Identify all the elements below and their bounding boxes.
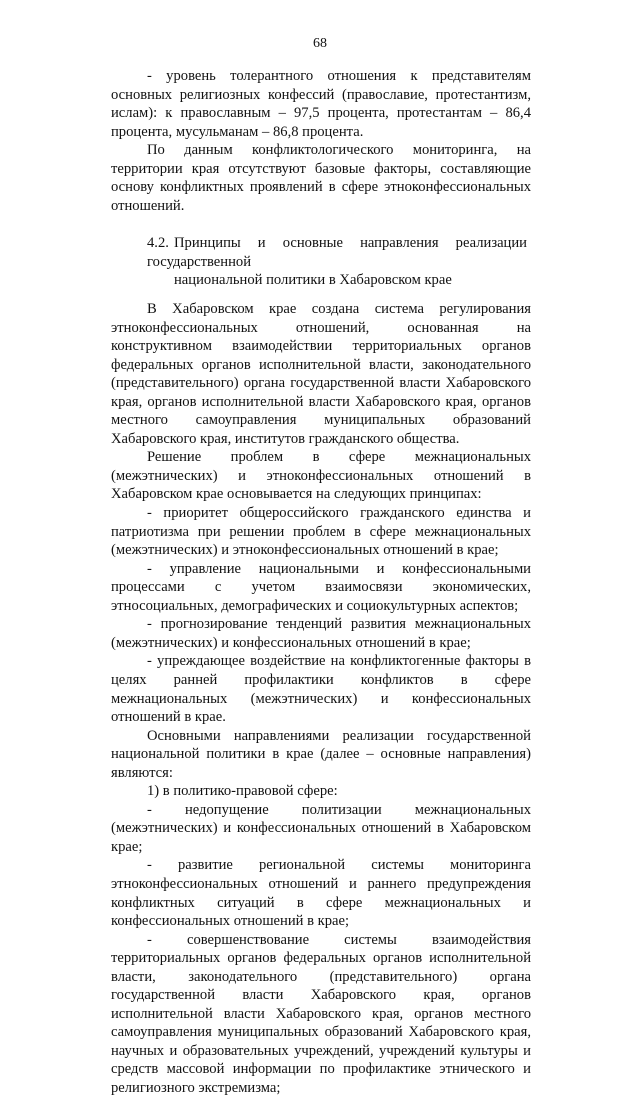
section-number: 4.2. [147,235,169,252]
list-item-principle-prevention: - упреждающее воздействие на конфликтогенные факторы в целях ранней профилактики конфликтов в сфере межнациональных (межэтнических) и конфессиональных отношений в крае. [111,653,531,726]
section-title-part-1: Принципы и основные направления реализации государственной [147,235,527,270]
document-body [111,67,531,1098]
section-heading-line-1 [147,234,527,271]
subheading-political-legal: 1) в политико-правовой сфере: [147,783,338,800]
list-item-principle-management: - управление национальными и конфессиональными процессами с учетом взаимосвязи экономических, этносоциальных, демографических и социокультурных аспектов; [111,560,531,614]
section-heading [111,234,531,290]
list-item-interaction-system: - совершенствование системы взаимодействия территориальных органов федеральных органов исполнительной власти, законодательного (представительного) органа государственной власти Хабаровского края, органов исполнительной власти Хабаровского края, органов местного самоуправления муниципальных образований Хабаровского края, научных и образовательных учреждений, учреждений культуры и средств массовой информации по профилактике этнического и религиозного экстремизма; [111,931,531,1096]
paragraph-principles-intro: Решение проблем в сфере межнациональных (межэтнических) и этноконфессиональных отношений в Хабаровском крае основывается на следующих принципах: [111,449,531,503]
paragraph-monitoring-result: По данным конфликтологического мониторинга, на территории края отсутствуют базовые факторы, составляющие основу конфликтных проявлений в сфере этноконфессиональных отношений. [111,142,531,214]
list-item-no-politicization: - недопущение политизации межнациональных (межэтнических) и конфессиональных отношений в Хабаровском крае; [111,801,531,855]
list-item-principle-forecasting: - прогнозирование тенденций развития межнациональных (межэтнических) и конфессиональных отношений в крае; [111,616,531,651]
paragraph-regulation-system: В Хабаровском крае создана система регулирования этноконфессиональных отношений, основанная на конструктивном взаимодействии территориальных органов федеральных органов исполнительной власти, законодательного (представительного) органа государственной власти Хабаровского края, органов исполнительной власти Хабаровского края, органов местного самоуправления муниципальных образований Хабаровского края, институтов гражданского общества. [111,301,531,447]
section-title-part-2: национальной политики в Хабаровском крае [174,272,452,289]
list-item-monitoring-system: - развитие региональной системы мониторинга этноконфессиональных отношений и раннего предупреждения конфликтных ситуаций в сфере межнациональных и конфессиональных отношений в крае; [111,857,531,930]
paragraph-tolerance-level: - уровень толерантного отношения к представителям основных религиозных конфессий (православие, протестантизм, ислам): к православным – 97,5 процента, протестантам – 86,4 процента, мусульманам – 86,8 процента. [111,68,531,140]
paragraph-directions-intro: Основными направлениями реализации государственной национальной политики в крае (далее – основные направления) являются: [111,727,531,781]
page-number: 68 [313,36,327,51]
list-item-principle-priority: - приоритет общероссийского гражданского единства и патриотизма при решении проблем в сфере межнациональных (межэтнических) и этноконфессиональных отношений в крае; [111,505,531,559]
